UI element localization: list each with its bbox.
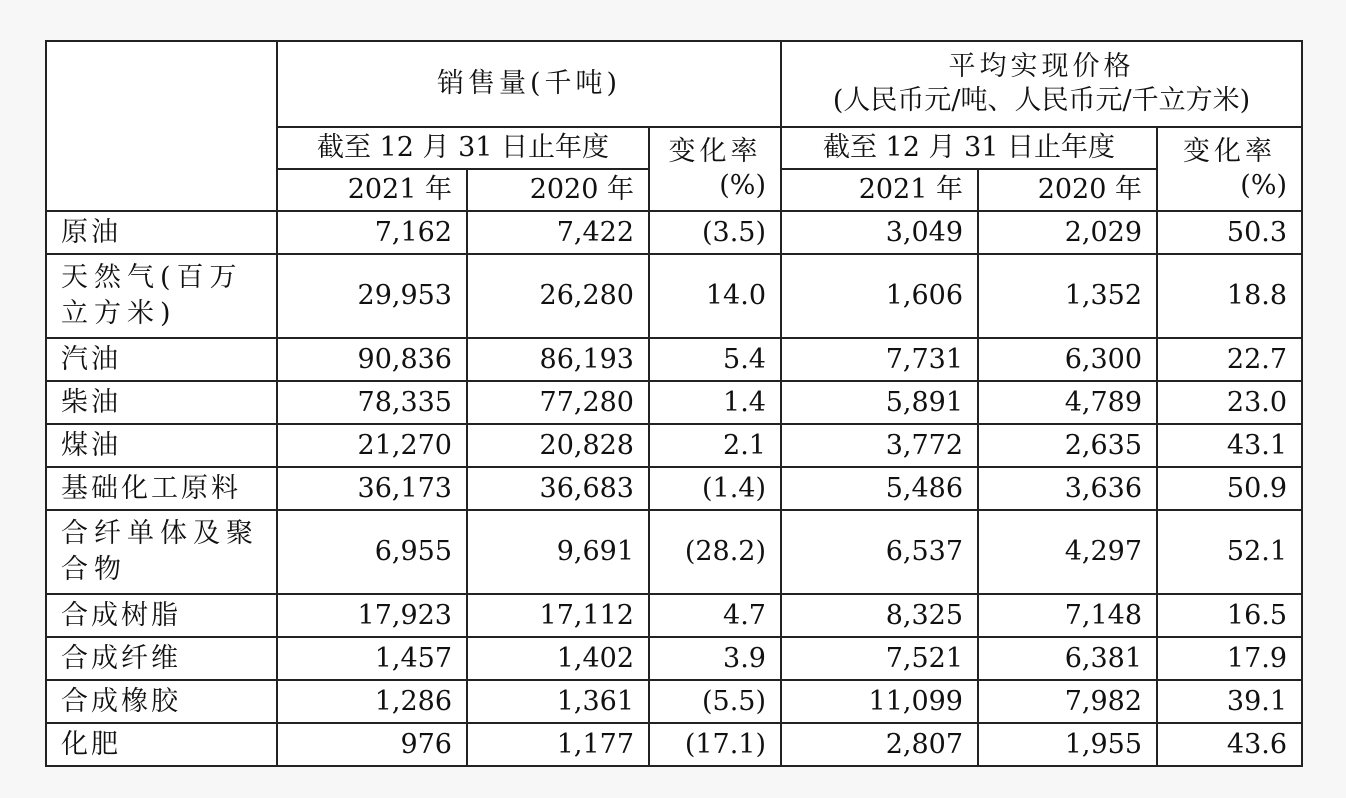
volume-2020: 26,280 [467,254,649,338]
product-name: 合成橡胶 [46,680,277,723]
price-2020: 6,300 [978,338,1157,381]
price-2020: 4,789 [978,381,1157,424]
volume-change: (17.1) [649,723,781,766]
price-change: 17.9 [1157,637,1302,680]
avg-price-title: 平均实现价格 [948,51,1135,83]
price-change: 52.1 [1157,510,1302,594]
price-period-header: 截至 12 月 31 日止年度 [781,127,1157,169]
volume-2020: 7,422 [467,211,649,254]
volume-period-header: 截至 12 月 31 日止年度 [277,127,649,169]
avg-price-unit: (人民币元/吨、人民币元/千立方米) [832,85,1251,116]
price-year-2020: 2020 年 [978,169,1157,211]
price-change: 50.9 [1157,467,1302,510]
product-name: 汽油 [46,338,277,381]
volume-change: 1.4 [649,381,781,424]
volume-2021: 7,162 [277,211,467,254]
product-name: 煤油 [46,424,277,467]
price-2021: 7,731 [781,338,978,381]
price-2020: 1,352 [978,254,1157,338]
sales-price-table [45,40,1303,767]
volume-change: (5.5) [649,680,781,723]
volume-change-label: 变化率 [668,136,762,168]
volume-2021: 29,953 [277,254,467,338]
price-2020: 7,148 [978,594,1157,637]
volume-change: 2.1 [649,424,781,467]
volume-change: 3.9 [649,637,781,680]
volume-2021: 17,923 [277,594,467,637]
price-change-header [1157,127,1302,211]
volume-2020: 1,402 [467,637,649,680]
volume-change-unit: (%) [719,170,766,201]
table-row [46,723,1302,766]
volume-2020: 17,112 [467,594,649,637]
table-row [46,424,1302,467]
volume-change: (3.5) [649,211,781,254]
price-2020: 2,635 [978,424,1157,467]
price-2021: 3,049 [781,211,978,254]
volume-change: (28.2) [649,510,781,594]
price-2020: 6,381 [978,637,1157,680]
table-row [46,381,1302,424]
header-blank-cell [46,41,277,211]
product-name: 合成树脂 [46,594,277,637]
price-2020: 7,982 [978,680,1157,723]
volume-2020: 36,683 [467,467,649,510]
volume-2021: 976 [277,723,467,766]
volume-change: 4.7 [649,594,781,637]
volume-2021: 6,955 [277,510,467,594]
price-2021: 2,807 [781,723,978,766]
volume-2021: 36,173 [277,467,467,510]
volume-change: (1.4) [649,467,781,510]
volume-2021: 1,457 [277,637,467,680]
price-change: 22.7 [1157,338,1302,381]
price-change: 23.0 [1157,381,1302,424]
price-2020: 1,955 [978,723,1157,766]
price-2021: 5,486 [781,467,978,510]
product-name: 合纤单体及聚合物 [46,510,277,594]
price-2020: 3,636 [978,467,1157,510]
price-change: 39.1 [1157,680,1302,723]
table-row [46,594,1302,637]
table-row [46,467,1302,510]
product-name: 天然气(百万立方米) [46,254,277,338]
header-row-group [46,41,1302,127]
price-2021: 5,891 [781,381,978,424]
price-2020: 4,297 [978,510,1157,594]
table-row [46,338,1302,381]
volume-2021: 90,836 [277,338,467,381]
table-row [46,510,1302,594]
price-change: 43.6 [1157,723,1302,766]
price-2021: 3,772 [781,424,978,467]
table-row [46,211,1302,254]
avg-price-header [781,41,1302,127]
price-2021: 6,537 [781,510,978,594]
price-2021: 1,606 [781,254,978,338]
price-2021: 8,325 [781,594,978,637]
price-change: 16.5 [1157,594,1302,637]
table-row [46,680,1302,723]
product-name: 合成纤维 [46,637,277,680]
table-row [46,637,1302,680]
price-2020: 2,029 [978,211,1157,254]
volume-year-2020: 2020 年 [467,169,649,211]
table-row [46,254,1302,338]
price-change: 18.8 [1157,254,1302,338]
price-change: 50.3 [1157,211,1302,254]
price-change-unit: (%) [1240,170,1288,201]
volume-year-2021: 2021 年 [277,169,467,211]
volume-2020: 9,691 [467,510,649,594]
volume-2021: 1,286 [277,680,467,723]
volume-2020: 77,280 [467,381,649,424]
product-name: 柴油 [46,381,277,424]
volume-change: 14.0 [649,254,781,338]
volume-change-header [649,127,781,211]
volume-2021: 21,270 [277,424,467,467]
price-change: 43.1 [1157,424,1302,467]
product-name: 化肥 [46,723,277,766]
product-name: 原油 [46,211,277,254]
volume-2020: 1,177 [467,723,649,766]
product-name: 基础化工原料 [46,467,277,510]
price-change-label: 变化率 [1183,136,1277,168]
volume-change: 5.4 [649,338,781,381]
price-year-2021: 2021 年 [781,169,978,211]
price-2021: 7,521 [781,637,978,680]
volume-2021: 78,335 [277,381,467,424]
volume-2020: 20,828 [467,424,649,467]
volume-2020: 1,361 [467,680,649,723]
sales-volume-header: 销售量(千吨) [277,41,781,127]
volume-2020: 86,193 [467,338,649,381]
price-2021: 11,099 [781,680,978,723]
